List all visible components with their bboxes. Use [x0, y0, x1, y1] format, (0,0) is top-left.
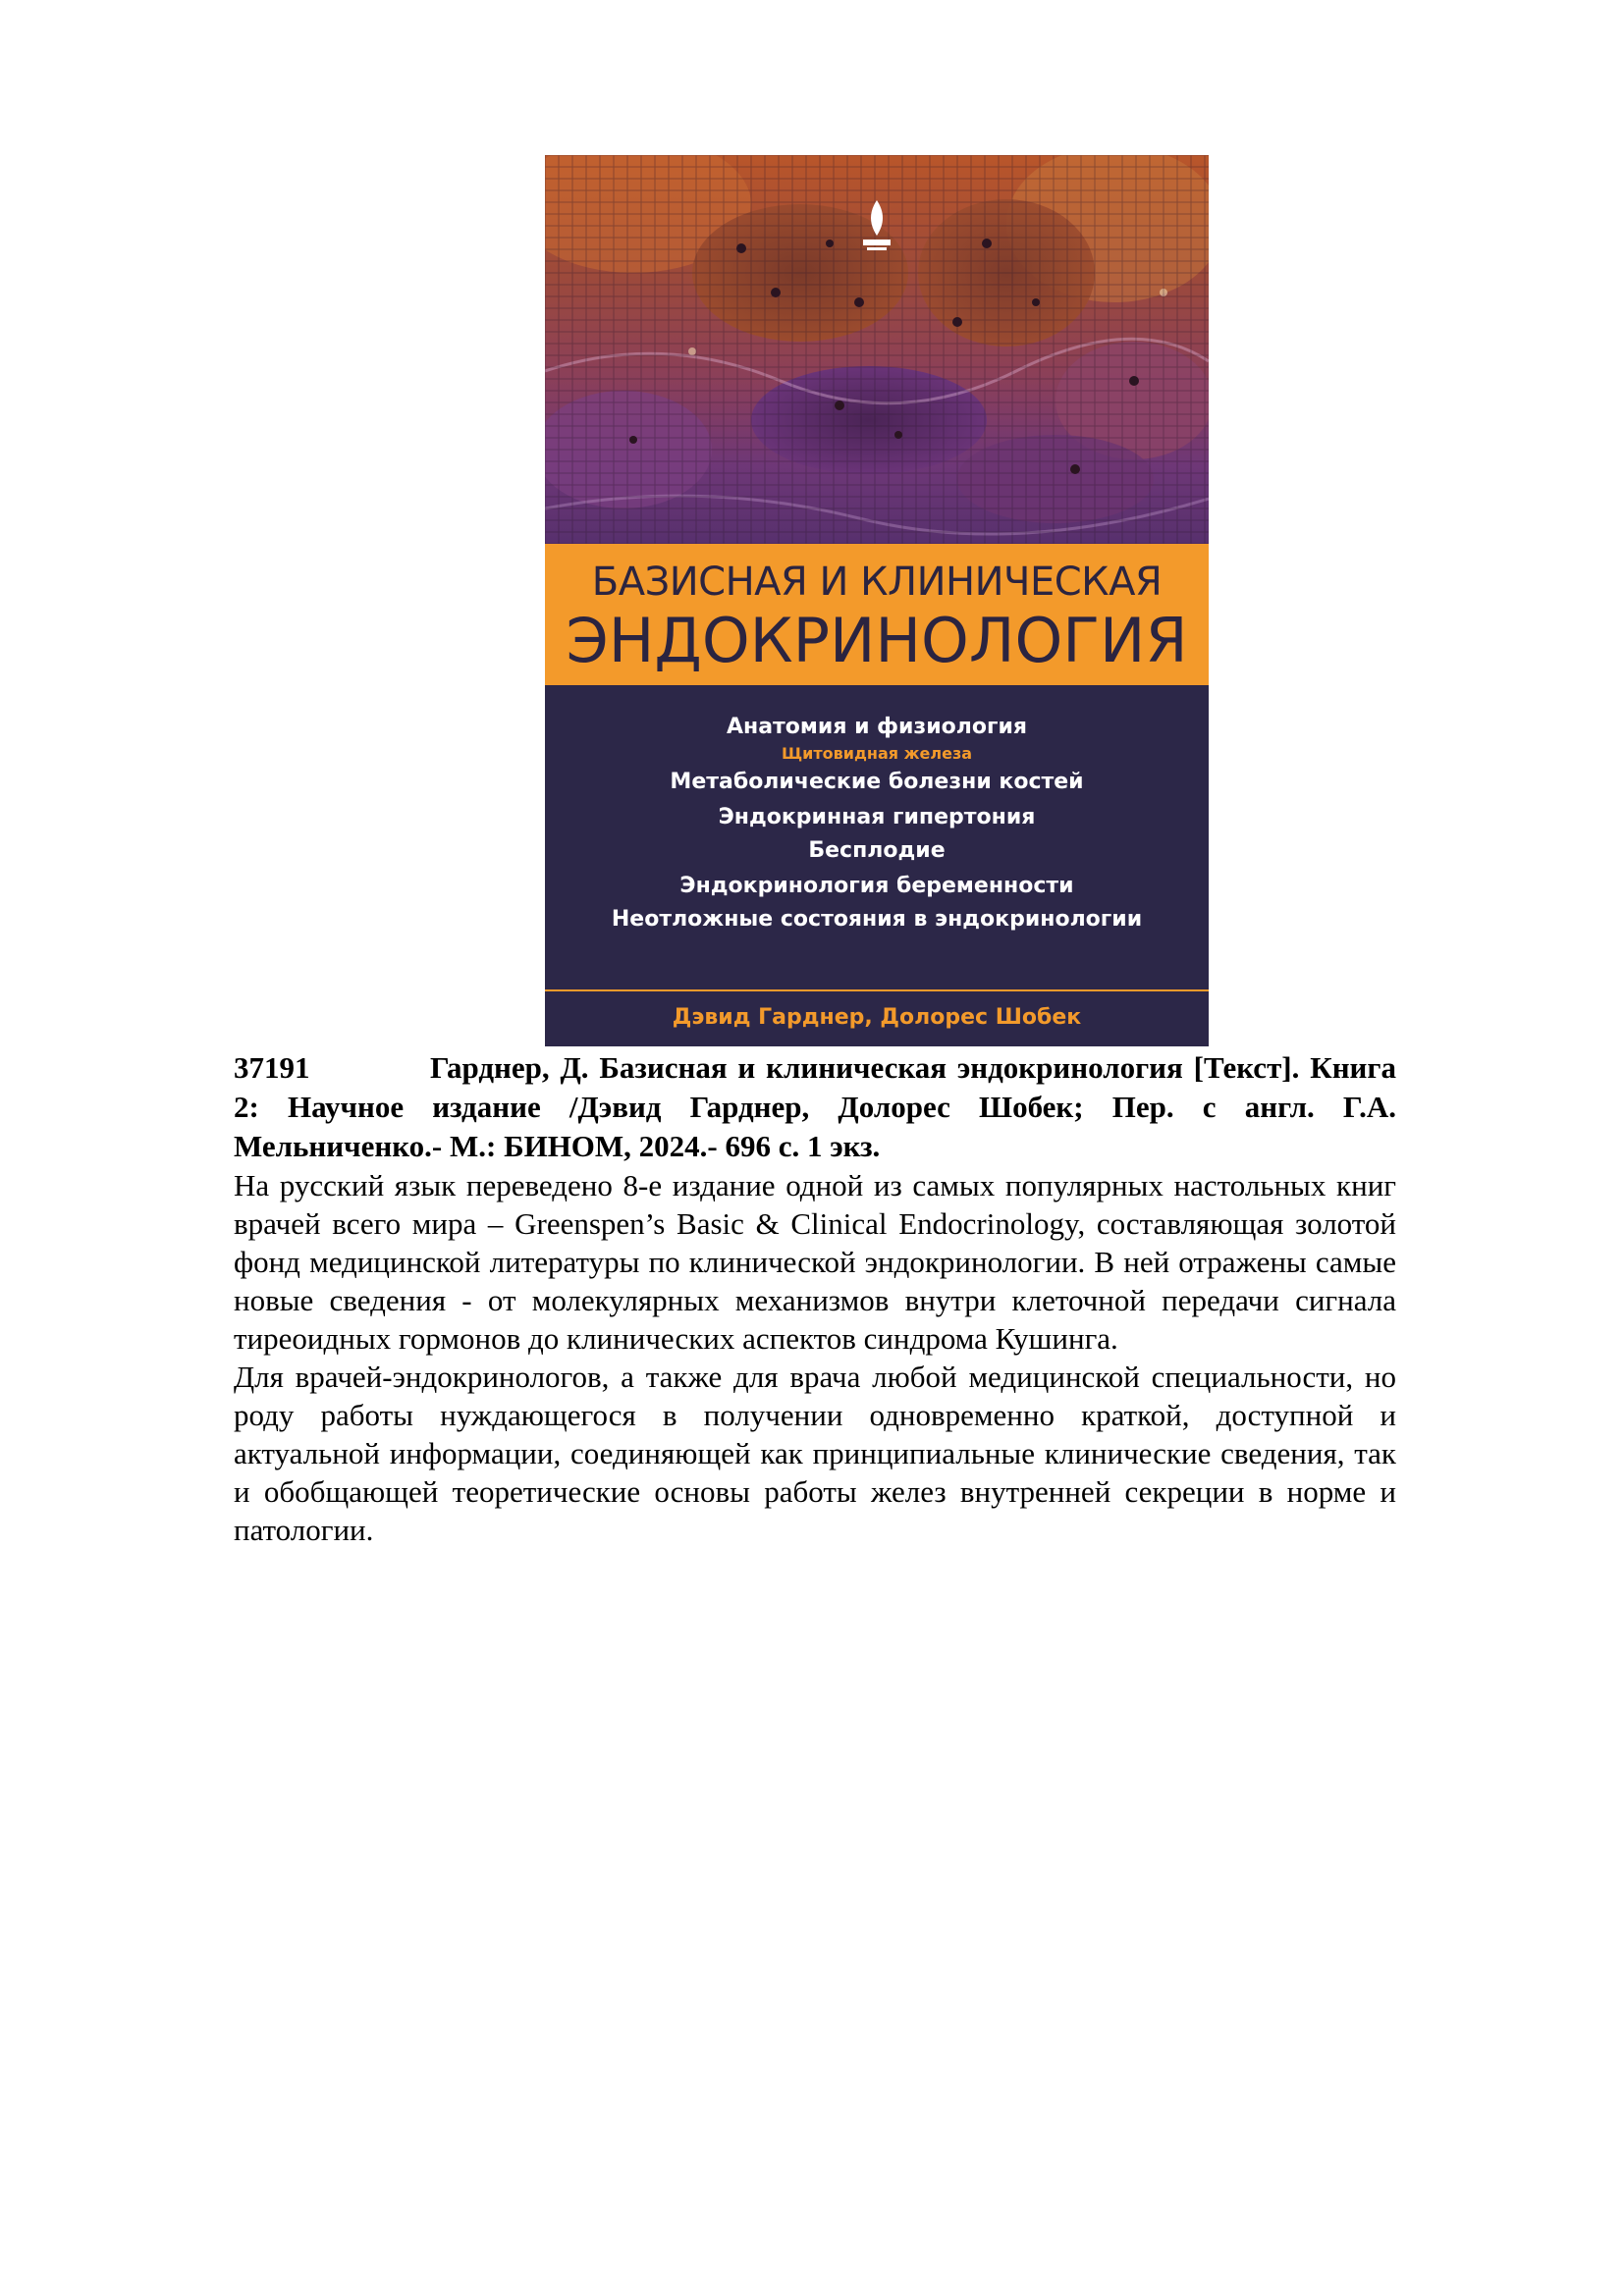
cover-title-line-2: ЭНДОКРИНОЛОГИЯ — [566, 605, 1188, 676]
book-cover — [545, 155, 1209, 1046]
cover-authors: Дэвид Гарднер, Долорес Шобек — [672, 1005, 1082, 1030]
cover-topic: Анатомия и физиология — [726, 715, 1027, 739]
cover-mosaic-illustration — [545, 155, 1209, 544]
cover-topics-list — [545, 685, 1209, 989]
cover-topic: Бесплодие — [808, 838, 946, 863]
entry-citation — [234, 1048, 1396, 1166]
cover-topic: Неотложные состояния в эндокринологии — [611, 907, 1143, 932]
cover-topic: Метаболические болезни костей — [670, 770, 1084, 794]
cover-topic: Эндокринная гипертония — [718, 805, 1036, 829]
cover-authors-band — [545, 989, 1209, 1046]
entry-number: 37191 — [234, 1050, 310, 1085]
cover-topic-subheading: Щитовидная железа — [781, 744, 973, 763]
cover-topic: Эндокринология беременности — [679, 874, 1074, 898]
entry-citation-text: Гарднер, Д. Базисная и клиническая эндокринология [Текст]. Книга 2: Научное издание /Дэвид Гарднер, Долорес Шобек; Пер. с англ. Г.А. Мельниченко.- М.: БИНОМ, 2024.- 696 с. 1 экз. — [234, 1050, 1396, 1163]
publisher-logo — [855, 198, 898, 255]
cover-title-band — [545, 544, 1209, 685]
entry-annotation-paragraph: На русский язык переведено 8-е издание одной из самых популярных настольных книг врачей всего мира – Greenspen’s Basic & Clinical Endocrinology, составляющая золотой фонд медицинской литературы по клинической эндокринологии. В ней отражены самые новые сведения - от молекулярных механизмов внутри клеточной передачи сигнала тиреоидных гормонов до клинических аспектов синдрома Кушинга. — [234, 1168, 1396, 1356]
catalog-entry — [234, 1048, 1396, 1549]
entry-audience-paragraph: Для врачей-эндокринологов, а также для врача любой медицинской специальности, но роду работы нуждающегося в получении одновременно краткой, доступной и актуальной информации, соединяющей как принципиальные клинические сведения, так и обобщающей теоретические основы работы желез внутренней секреции в норме и патологии. — [234, 1360, 1396, 1547]
cover-title-line-1: БАЗИСНАЯ И КЛИНИЧЕСКАЯ — [591, 560, 1163, 605]
